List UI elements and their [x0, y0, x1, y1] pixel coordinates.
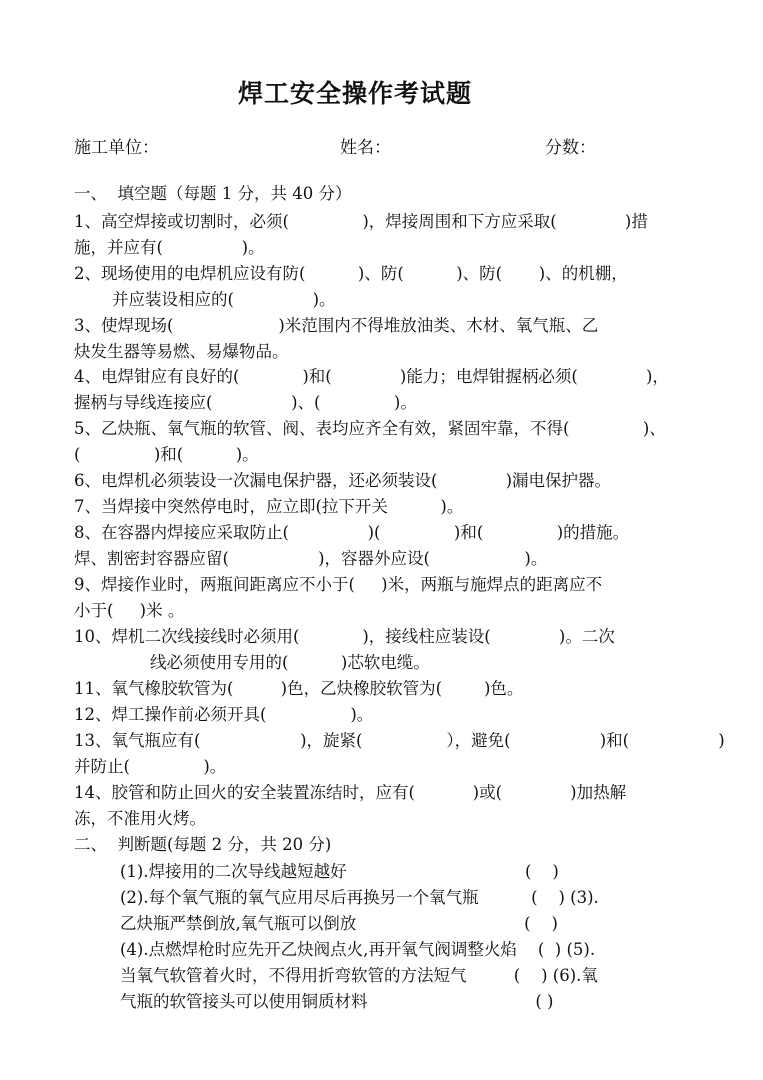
fill-line: ( )和( )。 [74, 445, 259, 464]
judge-line: (4).点燃焊枪时应先开乙炔阀点火,再开氧气阀调整火焰 ( ) (5). [120, 940, 596, 959]
fill-line: 9、焊接作业时，两瓶间距离应不小于( )米，两瓶与施焊点的距离应不 [74, 575, 603, 594]
fill-line: 13、氧气瓶应有( )，旋紧( ），避免( )和( ) [74, 731, 725, 750]
fill-line: 10、焊机二次线接线时必须用( )，接线柱应装设( )。二次 [74, 627, 615, 646]
section1-heading: 一、 填空题（每题 1 分，共 40 分） [74, 184, 352, 203]
fill-line: 焊、割密封容器应留( )，容器外应设( )。 [74, 549, 548, 568]
judge-line: 气瓶的软管接头可以使用铜质材料 ( ) [120, 992, 554, 1011]
judge-line: (2).每个氧气瓶的氧气应用尽后再换另一个氧气瓶 ( ) (3). [120, 888, 599, 907]
exam-title: 焊工安全操作考试题 [237, 79, 472, 108]
judge-line: (1).焊接用的二次导线越短越好 ( ) [120, 862, 559, 881]
fill-line: 7、当焊接中突然停电时，应立即(拉下开关 )。 [74, 497, 464, 516]
fill-line: 5、乙炔瓶、氧气瓶的软管、阀、表均应齐全有效，紧固牢靠，不得( )、 [74, 419, 666, 438]
fill-line: 冻，不准用火烤。 [74, 809, 206, 828]
fill-line: 握柄与导线连接应( )、( )。 [74, 393, 417, 412]
fill-line: 14、胶管和防止回火的安全装置冻结时，应有( )或( )加热解 [74, 783, 627, 802]
fill-line: 12、焊工操作前必须开具( )。 [74, 705, 374, 724]
fill-line: 并防止( )。 [74, 757, 227, 776]
fill-line: 并应装设相应的( )。 [112, 290, 336, 309]
fill-line: 3、使焊现场( )米范围内不得堆放油类、木材、氧气瓶、乙 [74, 316, 599, 335]
fill-line: 1、高空焊接或切割时，必须( )，焊接周围和下方应采取( )措 [74, 212, 648, 231]
fill-line: 11、氧气橡胶软管为( )色，乙炔橡胶软管为( )色。 [74, 679, 524, 698]
name-label: 姓名： [340, 138, 391, 158]
score-label: 分数： [545, 138, 596, 158]
fill-line: 小于( )米 。 [74, 601, 185, 620]
fill-line: 8、在容器内焊接应采取防止( )( )和( )的措施。 [74, 523, 630, 542]
unit-label: 施工单位： [74, 138, 159, 158]
fill-line: 炔发生器等易燃、易爆物品。 [74, 342, 289, 361]
fill-line: 4、电焊钳应有良好的( )和( )能力；电焊钳握柄必须( )， [74, 367, 669, 386]
judge-line: 乙炔瓶严禁倒放,氧气瓶可以倒放 ( ) [120, 914, 558, 933]
fill-line: 6、电焊机必须装设一次漏电保护器，还必须装设( )漏电保护器。 [74, 471, 612, 490]
fill-line: 线必须使用专用的( )芯软电缆。 [150, 653, 430, 672]
fill-line: 2、现场使用的电焊机应设有防( )、防( )、防( )、的机棚， [74, 264, 628, 283]
section2-heading: 二、 判断题(每题 2 分，共 20 分) [74, 835, 332, 854]
fill-line: 施，并应有( )。 [74, 238, 265, 257]
judge-line: 当氧气软管着火时，不得用折弯软管的方法短气 ( ) (6).氧 [120, 966, 598, 985]
